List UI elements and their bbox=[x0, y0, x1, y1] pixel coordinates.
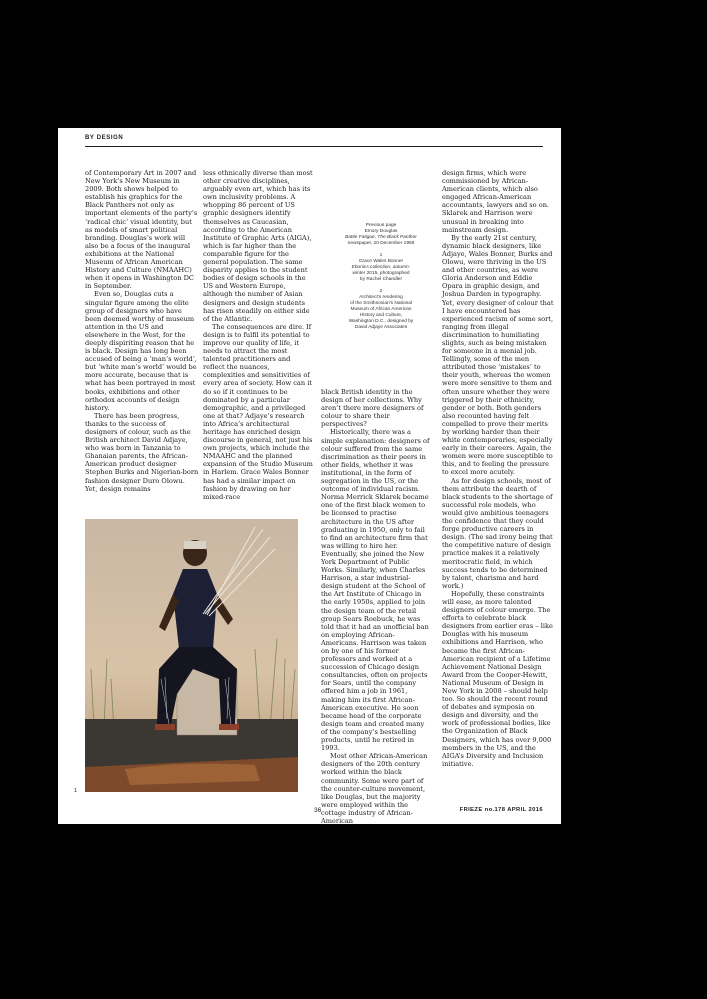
column-1 bbox=[85, 169, 199, 496]
caption-previous-page: Previous page Emory Douglas Battle Fatigue, The Black Panther newspaper, 20 December 1969 bbox=[345, 223, 417, 246]
paragraph: By the early 21st century, dynamic black designers, like Adjaye, Wales Bonner, Burks and Olowu, were thriving in the US and other countries, as were Gloria Anderson and Eddie Opara in graphic design, and Joshua Darden in typography. Yet, every designer of colour that I have encountered has experienced racism of some sort, ranging from illegal discrimination to humiliating slights, such as being mistaken for someone in a menial job. Tellingly, some of the men attributed those ‘mistakes’ to their youth, whereas the women were more sensitive to them and often unsure whether they were triggered by their ethnicity, gender or both. Both genders also recounted having felt compelled to prove their merits by working harder than their white contemporaries, especially early in their careers. Again, the women were more susceptible to this, and to feeling the pressure to excel more acutely. bbox=[442, 233, 554, 477]
paragraph: As for design schools, most of them attribute the dearth of black students to the shortage of successful role models, who would give ambitious teenagers the confidence that they could forge productive careers in design. (The sad irony being that the competitive nature of design practice makes it a relatively meritocratic field, in which success tends to be determined by talent, charisma and hard work.) bbox=[442, 476, 553, 590]
paragraph: less ethnically diverse than most other creative disciplines, arguably even art, which has its own inclusivity problems. A whopping 86 percent of US graphic designers identify themselves as Caucasian, according to the American Institute of Graphic Arts (AIGA), which is far higher than the comparable figure for the general population. The same disparity applies to the student bodies of design schools in the US and Western Europe, although the number of Asian designers and design students has risen steadily on either side of the Atlantic. bbox=[203, 169, 313, 323]
column-2 bbox=[203, 169, 313, 501]
paragraph: Hopefully, these constraints will ease, as more talented designers of colour emerge. The efforts to celebrate black designers from earlier eras – like Douglas with his museum exhibitions and Harrison, who became the first African-American recipient of a Lifetime Achievement National Design Award from the Cooper-Hewitt, National Museum of Design in New York in 2008 – should help too. So should the recent round of debates and symposia on design and diversity, and the work of professional bodies, like the Organization of Black Designers, which has over 9,000 members in the US, and the AIGA’s Diversity and Inclusion initiative. bbox=[442, 589, 553, 768]
paragraph: black British identity in the design of her collections. Why aren’t there more designers of colour to share their perspectives? bbox=[321, 388, 424, 429]
page-number: 36 bbox=[314, 807, 322, 814]
paragraph: There has been progress, thanks to the success of designers of colour, such as the British architect David Adjaye, who was born in Tanzania to Ghanaian parents, the African-American product designer Stephen Burks and Nigerian-born fashion designer Duro Olowu. Yet, design remains bbox=[85, 411, 199, 493]
header-rule bbox=[85, 146, 543, 147]
paragraph: Even so, Douglas cuts a singular figure among the elite group of designers who have been deemed worthy of museum attention in the US and elsewhere in the West, for the deeply dispiriting reason that he is black. Design has long been accused of being a ‘man’s world’, but ‘white man’s world’ would be more accurate, because that is what has been portrayed in most books, exhibitions and other orthodox accounts of design history. bbox=[85, 290, 197, 412]
column-3 bbox=[321, 388, 432, 825]
section-label: BY DESIGN bbox=[85, 135, 124, 141]
figure-number: 1 bbox=[74, 788, 78, 794]
magazine-page bbox=[58, 128, 561, 824]
fashion-photograph bbox=[85, 519, 298, 792]
paragraph: of Contemporary Art in 2007 and New York’s New Museum in 2009. Both shows helped to establish his graphics for the Black Panthers not only as important elements of the party’s ‘radical chic’ visual identity, but as models of smart political branding. Douglas’s work will also be a focus of the inaugural exhibitions at the National Museum of African American History and Culture (NMAAHC) when it opens in Washington DC in September. bbox=[85, 169, 198, 291]
caption-2: 2 Architect’s rendering of the Smithsonian’s National Museum of African American History and Culture, Washington D.C., designed by David Adjaye Associates bbox=[348, 289, 414, 330]
running-footer: FRIEZE no.178 APRIL 2016 bbox=[459, 807, 543, 813]
paragraph: The consequences are dire. If design is to fulfil its potential to improve our quality of life, it needs to attract the most talented practitioners and reflect the nuances, complexities and sensitivities of every area of society. How can it do so if it continues to be dominated by a particular demographic, and a privileged one at that? Adjaye’s research into Africa’s architectural heritage has enriched design discourse in general, not just his own projects, which include the NMAAHC and the planned expansion of the Studio Museum in Harlem. Grace Wales Bonner has had a similar impact on fashion by drawing on her mixed-race bbox=[203, 322, 313, 501]
paragraph: Most other African-American designers of the 20th century worked within the black community. Some were part of the counter-culture movement, like Douglas, but the majority were employed within the cottage industry of African-American bbox=[321, 752, 428, 825]
image-captions bbox=[328, 223, 434, 337]
caption-1: 1 Grace Wales Bonner Ebonics collection, autumn- winter 2015, photographed by Rachel Chandler bbox=[351, 253, 411, 282]
paragraph: design firms, which were commissioned by African-American clients, which also engaged African-American accountants, lawyers and so on. Sklarek and Harrison were unusual in breaking into mainstream design. bbox=[442, 169, 550, 234]
paragraph: Historically, there was a simple explanation: designers of colour suffered from the same discrimination as their peers in other fields, whether it was institutional, in the form of segregation in the US, or the outcome of individual racism. Norma Merrick Sklarek became one of the first black women to be licensed to practise architecture in the US after graduating in 1950, only to fail to find an architecture firm that was willing to hire her. Eventually, she joined the New York Department of Public Works. Similarly, when Charles Harrison, a star industrial-design student at the School of the Art Institute of Chicago in the early 1950s, applied to join the design team of the retail group Sears Roebuck, he was told that it had an unofficial ban on employing African-Americans. Harrison was taken on by one of his former professors and worked at a succession of Chicago design consultancies, often on projects for Sears, until the company offered him a job in 1961, making him its first African-American executive. He soon became head of the corporate design team and created many of the company’s bestselling products, until he retired in 1993. bbox=[321, 428, 430, 753]
column-4 bbox=[442, 169, 555, 795]
